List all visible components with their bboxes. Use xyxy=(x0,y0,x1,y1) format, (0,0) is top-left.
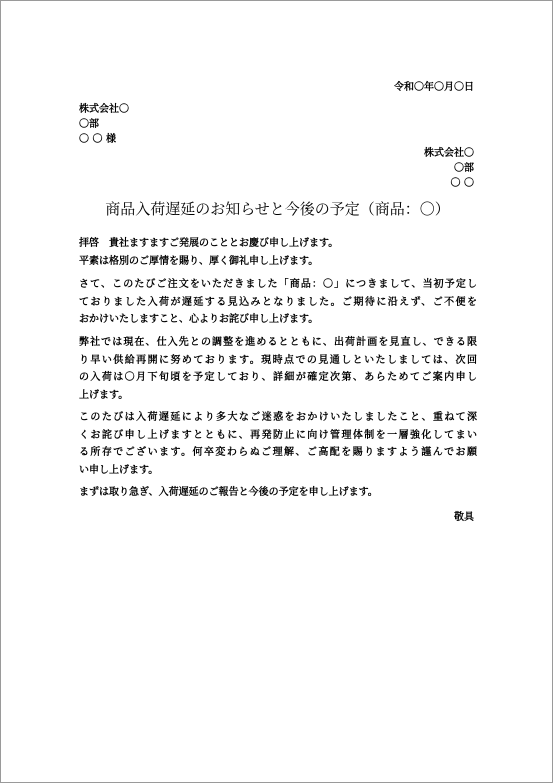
paragraph-line: このたびは入荷遅延により多大なご迷惑をおかけいたしましたこと、重ねて深 xyxy=(79,412,477,423)
letter-title: 商品入荷遅延のお知らせと今後の予定（商品：〇） xyxy=(105,200,450,218)
paragraph-line: 平素は格別のご厚情を賜り、厚く御礼申し上げます。 xyxy=(79,255,319,267)
sender-name: 〇 〇 xyxy=(450,178,474,189)
paragraph-line: 弊社では現在、仕入先との調整を進めるとともに、出荷計画を見直し、できる限 xyxy=(79,337,477,348)
recipient-department: 〇部 xyxy=(79,119,99,130)
sender-company: 株式会社〇 xyxy=(424,148,474,159)
closing-keigu: 敬具 xyxy=(454,512,474,523)
paragraph-line: の入荷は〇月下旬頃を予定しており、詳細が確定次第、あらためてご案内申し xyxy=(79,372,477,383)
recipient-company: 株式会社〇 xyxy=(79,104,129,115)
letter-date: 令和〇年〇月〇日 xyxy=(394,82,474,93)
paragraph-line: い申し上げます。 xyxy=(79,464,159,476)
paragraph-status xyxy=(79,334,477,404)
recipient-name: 〇 〇 様 xyxy=(79,134,116,145)
paragraph-closing-remark xyxy=(79,484,477,502)
paragraph-line: さて、このたびご注文をいただきました「商品：〇」につきまして、当初予定し xyxy=(79,279,477,290)
paragraph-line: 拝啓 貴社ますますご発展のこととお慶び申し上げます。 xyxy=(79,238,339,249)
paragraph-apology xyxy=(79,409,477,479)
paragraph-line: おかけいたしますこと、心よりお詫び申し上げます。 xyxy=(79,314,319,325)
paragraph-notice xyxy=(79,276,477,329)
paragraph-line: まずは取り急ぎ、入荷遅延のご報告と今後の予定を申し上げます。 xyxy=(79,487,378,498)
sender-department: 〇部 xyxy=(454,163,474,174)
paragraph-line: り早い供給再開に努めております。現時点での見通しといたしましては、次回 xyxy=(79,354,477,366)
paragraph-line: ておりました入荷が遅延する見込みとなりました。ご期待に沿えず、ご不便を xyxy=(79,296,477,308)
paragraph-line: る所存でございます。何卒変わらぬご理解、ご高配を賜りますよう謹んでお願 xyxy=(79,447,477,458)
paragraph-greeting xyxy=(79,235,477,270)
paragraph-line: 上げます。 xyxy=(79,389,129,401)
paragraph-line: くお詫び申し上げますとともに、再発防止に向け管理体制を一層強化してまい xyxy=(79,429,477,441)
